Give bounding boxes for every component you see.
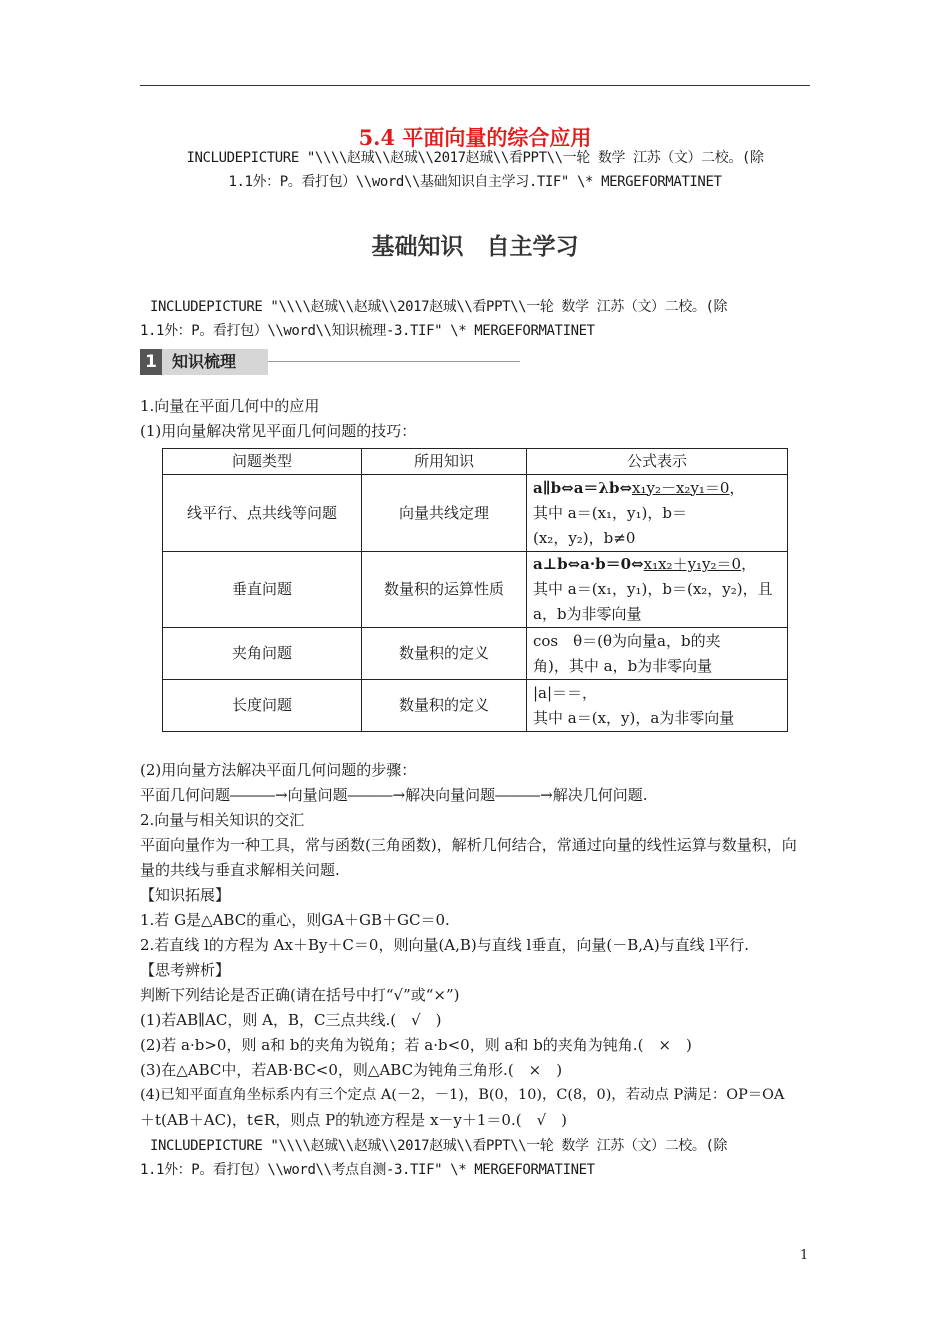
question-1: (1)若AB∥AC，则 A，B，C三点共线.( √ ) [140, 1011, 442, 1029]
techniques-table [162, 448, 788, 732]
table-row [163, 680, 788, 732]
thinking-heading: 【思考辨析】 [140, 961, 231, 979]
question-4-line-1: (4)已知平面直角坐标系内有三个定点 A(－2，－1)，B(0，10)，C(8，0)，若动点 P满足：OP＝OA [140, 1087, 785, 1103]
page-number: 1 [800, 1248, 809, 1263]
extension-heading: 【知识拓展】 [140, 886, 231, 904]
badge-number: 1 [140, 349, 162, 375]
formula-text: |a|＝＝， [533, 683, 598, 702]
table-cell: 数量积的定义 [362, 680, 527, 732]
table-row [163, 475, 788, 552]
knowledge-badge [140, 349, 260, 375]
formula-blank: x₁x₂＋y₁y₂＝0 [643, 555, 742, 573]
table-cell: 数量积的运算性质 [362, 552, 527, 628]
formula-blank: x₁y₂－x₂y₁＝0 [632, 478, 730, 497]
include-line: 1.1外：P。看打包）\\word\\基础知识自主学习.TIF" \* MERGEFORMATINET [228, 174, 722, 190]
include-line: INCLUDEPICTURE "\\\\赵珹\\赵珹\\2017赵珹\\看PPT\\一轮 数学 江苏（文）二校。(除 [150, 1138, 728, 1154]
section-1-1-title: (1)用向量解决常见平面几何问题的技巧： [140, 422, 417, 440]
formula-text: 其中 a＝(x₁，y₁)，b＝ [533, 503, 687, 522]
page-title: 5.4 平面向量的综合应用 [358, 125, 592, 150]
table-row [163, 552, 788, 628]
question-4-line-2: ＋t(AB＋AC)，t∈R，则点 P的轨迹方程是 x－y＋1＝0.( √ ) [140, 1111, 568, 1129]
table-cell: 夹角问题 [163, 628, 362, 680]
question-2: (2)若 a·b>0，则 a和 b的夹角为锐角；若 a·b<0，则 a和 b的夹角为钝角.( × ) [140, 1036, 692, 1054]
table-cell: 线平行、点共线等问题 [163, 475, 362, 552]
table-cell: 长度问题 [163, 680, 362, 732]
extension-item-1: 1.若 G是△ABC的重心，则GA＋GB＋GC＝0. [140, 911, 450, 929]
formula-cell [527, 680, 788, 732]
section-1-2-title: (2)用向量方法解决平面几何问题的步骤： [140, 761, 417, 779]
extension-item-2: 2.若直线 l的方程为 Ax＋By＋C＝0，则向量(A,B)与直线 l垂直，向量(－B,A)与直线 l平行. [140, 936, 750, 954]
table-header: 公式表示 [527, 449, 788, 475]
table-row [163, 628, 788, 680]
table-header: 所用知识 [362, 449, 527, 475]
section-heading: 基础知识 自主学习 [371, 234, 579, 260]
includepicture-field-1 [140, 146, 810, 194]
table-cell: 向量共线定理 [362, 475, 527, 552]
section-2-text: 平面向量作为一种工具，常与函数(三角函数)，解析几何结合，常通过向量的线性运算与数量积，向量的共线与垂直求解相关问题. [140, 836, 797, 879]
section-2-title: 2.向量与相关知识的交汇 [140, 811, 305, 829]
formula-text: a⊥b⇔a·b＝0⇔ [533, 555, 644, 573]
table-header-row [163, 449, 788, 475]
formula-text: 其中 a＝(x，y)，a为非零向量 [533, 708, 735, 727]
include-line: 1.1外：P。看打包）\\word\\考点自测-3.TIF" \* MERGEFORMATINET [140, 1162, 595, 1178]
include-line: INCLUDEPICTURE "\\\\赵珹\\赵珹\\2017赵珹\\看PPT\\一轮 数学 江苏（文）二校。(除 [186, 150, 764, 166]
formula-text: 其中 a＝(x₁，y₁)，b＝(x₂，y₂)，且 [533, 580, 773, 598]
formula-cell [527, 552, 788, 628]
includepicture-field-3 [140, 1134, 810, 1182]
formula-text: ， [729, 478, 745, 497]
thinking-intro: 判断下列结论是否正确(请在括号中打“√”或“×”) [140, 986, 460, 1004]
formula-text: a∥b⇔a＝λb⇔ [533, 478, 633, 497]
formula-text: cos θ＝(θ为向量a，b的夹 [533, 631, 721, 650]
formula-text: a，b为非零向量 [533, 605, 642, 623]
top-rule [140, 85, 810, 86]
question-3: (3)在△ABC中，若AB·BC<0，则△ABC为钝角三角形.( × ) [140, 1061, 563, 1079]
formula-text: 角)，其中 a，b为非零向量 [533, 656, 713, 675]
formula-cell [527, 628, 788, 680]
formula-text: (x₂，y₂)，b≠0 [533, 528, 636, 547]
table-header: 问题类型 [163, 449, 362, 475]
formula-cell [527, 475, 788, 552]
badge-label: 知识梳理 [162, 349, 268, 375]
badge-divider [268, 361, 520, 362]
include-line: 1.1外：P。看打包）\\word\\知识梳理-3.TIF" \* MERGEFORMATINET [140, 323, 595, 339]
formula-text: ， [741, 555, 757, 573]
table-cell: 数量积的定义 [362, 628, 527, 680]
includepicture-field-2 [140, 295, 810, 343]
table-cell: 垂直问题 [163, 552, 362, 628]
steps-text: 平面几何问题―――→向量问题―――→解决向量问题―――→解决几何问题. [140, 786, 648, 804]
include-line: INCLUDEPICTURE "\\\\赵珹\\赵珹\\2017赵珹\\看PPT\\一轮 数学 江苏（文）二校。(除 [150, 299, 728, 315]
section-1-title: 1.向量在平面几何中的应用 [140, 397, 320, 415]
